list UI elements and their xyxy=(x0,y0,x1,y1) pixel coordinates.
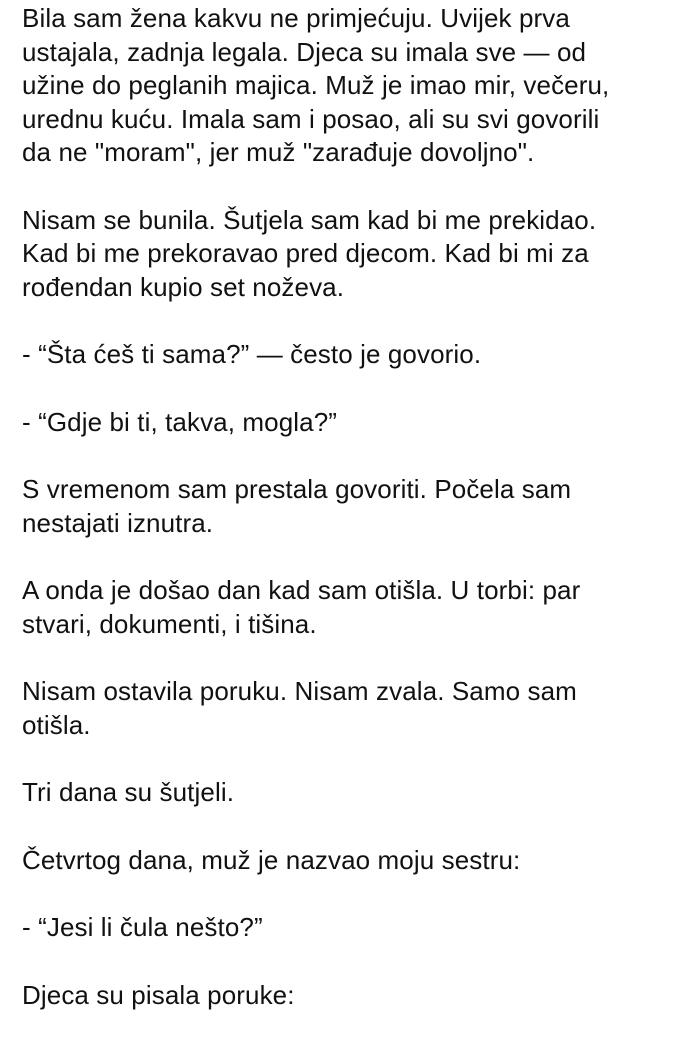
paragraph-intro: Bila sam žena kakvu ne primjećuju. Uvijek prva ustajala, zadnja legala. Djeca su imala sve — od užine do peglanih majica. Muž je imao mir, večeru, urednu kuću. Imala sam i posao, ali su svi govorili da ne "moram", jer muž "zarađuje dovoljno". xyxy=(22,3,610,167)
paragraph-quote-alone: - “Šta ćeš ti sama?” — često je govorio. xyxy=(22,339,482,369)
paragraph-left: A onda je došao dan kad sam otišla. U torbi: par stvari, dokumenti, i tišina. xyxy=(22,575,581,639)
paragraph-quote-heard: - “Jesi li čula nešto?” xyxy=(22,912,263,942)
paragraph-quote-where: - “Gdje bi ti, takva, mogla?” xyxy=(22,406,338,437)
paragraph-silence: Nisam se bunila. Šutjela sam kad bi me prekidao. Kad bi me prekoravao pred djecom. Kad bi mi za rođendan kupio set noževa. xyxy=(22,204,597,302)
paragraph-no-message: Nisam ostavila poruku. Nisam zvala. Samo sam otišla. xyxy=(22,676,577,740)
document-body xyxy=(22,2,682,1046)
paragraph-three-days: Tri dana su šutjeli. xyxy=(22,777,235,807)
paragraph-children-messages: Djeca su pisala poruke: xyxy=(22,979,295,1010)
paragraph-fourth-day: Četvrtog dana, muž je nazvao moju sestru: xyxy=(22,844,521,875)
paragraph-stopped-talking: S vremenom sam prestala govoriti. Počela sam nestajati iznutra. xyxy=(22,474,572,538)
